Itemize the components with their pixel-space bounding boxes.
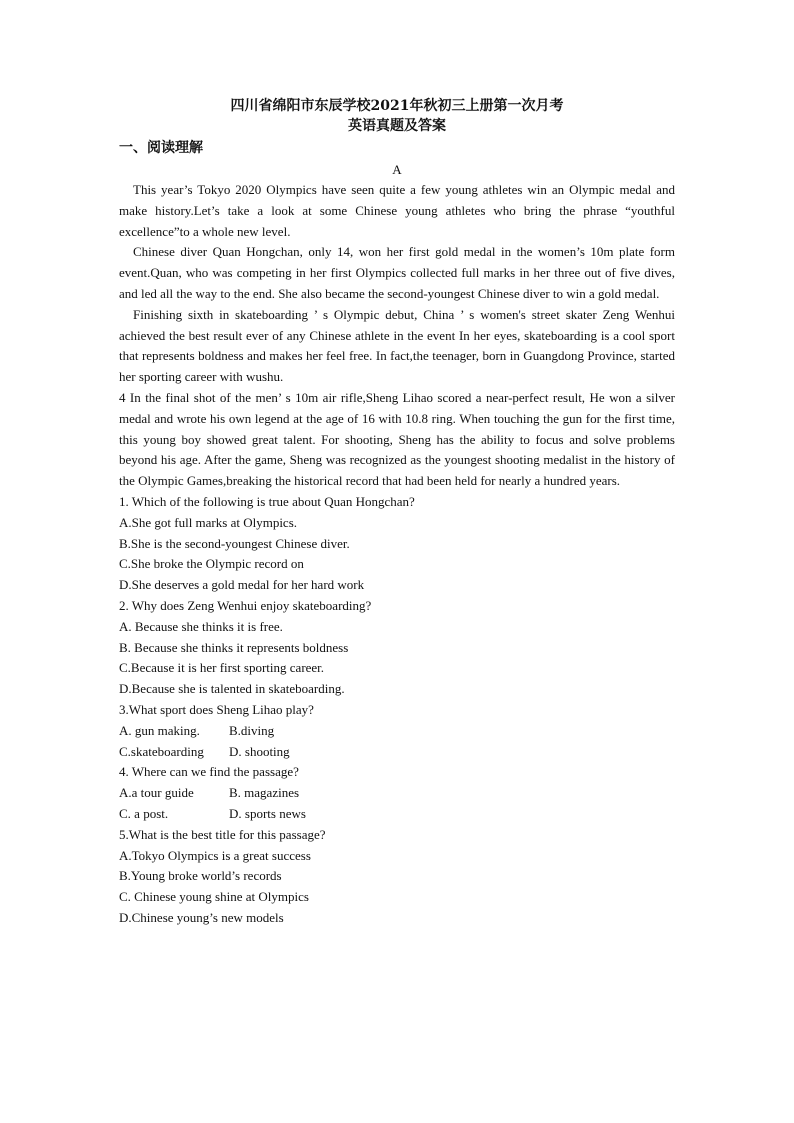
option-b: B. Because she thinks it represents boldness bbox=[119, 639, 349, 655]
option-row bbox=[119, 721, 675, 742]
question-1 bbox=[119, 492, 675, 596]
question-2 bbox=[119, 596, 675, 700]
passage-paragraph-1: This year’s Tokyo 2020 Olympics have seen quite a few young athletes win an Olympic medal and make history.Let’s take a look at some Chinese young athletes who bring the phrase “youthful excellence”to a whole new level. bbox=[119, 182, 675, 239]
option-a: A. Because she thinks it is free. bbox=[119, 618, 283, 634]
option-d: D. shooting bbox=[229, 743, 290, 759]
option-c: C.Because it is her first sporting career. bbox=[119, 660, 325, 676]
document-title-line2: 英语真题及答案 bbox=[348, 118, 446, 134]
option-c: C.She broke the Olympic record on bbox=[119, 556, 304, 572]
option-row bbox=[119, 742, 675, 763]
question-5 bbox=[119, 825, 675, 929]
question-3 bbox=[119, 700, 675, 762]
option-a: A. gun making. bbox=[119, 722, 200, 738]
question-4 bbox=[119, 762, 675, 824]
passage-paragraph-4: 4 In the final shot of the men’ s 10m air rifle,Sheng Lihao scored a near-perfect result, He won a silver medal and wrote his own legend at the age of 16 with 10.8 ring. When touching the gun for the first time, this young boy showed great talent. For shooting, Sheng has the ability to focus and solve problems beyond his age. After the game, Sheng was recognized as the youngest shooting medalist in the history of the Olympic Games,breaking the historical record that had been held for nearly a hundred years. bbox=[119, 389, 675, 489]
question-list bbox=[119, 492, 675, 929]
option-row bbox=[119, 804, 675, 825]
option-c: C.skateboarding bbox=[119, 743, 204, 759]
option-b: B.Young broke world’s records bbox=[119, 868, 282, 884]
option-a: A.Tokyo Olympics is a great success bbox=[119, 847, 311, 863]
question-text: 5.What is the best title for this passage? bbox=[119, 826, 326, 842]
option-b: B. magazines bbox=[229, 785, 300, 801]
option-b: B.She is the second-youngest Chinese diver. bbox=[119, 535, 350, 551]
question-text: 2. Why does Zeng Wenhui enjoy skateboarding? bbox=[119, 597, 372, 613]
question-text: 3.What sport does Sheng Lihao play? bbox=[119, 701, 314, 717]
option-c: C. Chinese young shine at Olympics bbox=[119, 889, 309, 905]
option-d: D.Because she is talented in skateboarding. bbox=[119, 681, 345, 697]
question-text: 4. Where can we find the passage? bbox=[119, 764, 299, 780]
section-heading: 一、阅读理解 bbox=[119, 140, 203, 156]
passage-label: A bbox=[392, 162, 402, 177]
passage-paragraph-3: Finishing sixth in skateboarding ’ s Olympic debut, China ’ s women's street skater Zeng Wenhui achieved the best result ever of any Chinese athlete in the event In her eyes, skateboarding is a cool sport that represents boldness and makes her feel free. In fact,the teenager, born in Guangdong Province, started her sporting career with wushu. bbox=[119, 306, 675, 385]
passage-paragraph-2: Chinese diver Quan Hongchan, only 14, won her first gold medal in the women’s 10m plate form event.Quan, who was competing in her first Olympics collected full marks in her three out of five dives, and led all the way to the end. She also became the second-youngest Chinese diver to win a gold medal. bbox=[119, 244, 675, 301]
option-a: A.She got full marks at Olympics. bbox=[119, 514, 298, 530]
question-text: 1. Which of the following is true about Quan Hongchan? bbox=[119, 493, 415, 509]
document-title-line1: 四川省绵阳市东辰学校2021年秋初三上册第一次月考 bbox=[230, 98, 564, 114]
option-d: D. sports news bbox=[229, 805, 306, 821]
option-d: D.Chinese young’s new models bbox=[119, 909, 284, 925]
option-a: A.a tour guide bbox=[119, 785, 194, 801]
option-c: C. a post. bbox=[119, 805, 169, 821]
option-d: D.She deserves a gold medal for her hard work bbox=[119, 577, 365, 593]
option-b: B.diving bbox=[229, 722, 275, 738]
document-page bbox=[119, 96, 675, 929]
option-row bbox=[119, 783, 675, 804]
